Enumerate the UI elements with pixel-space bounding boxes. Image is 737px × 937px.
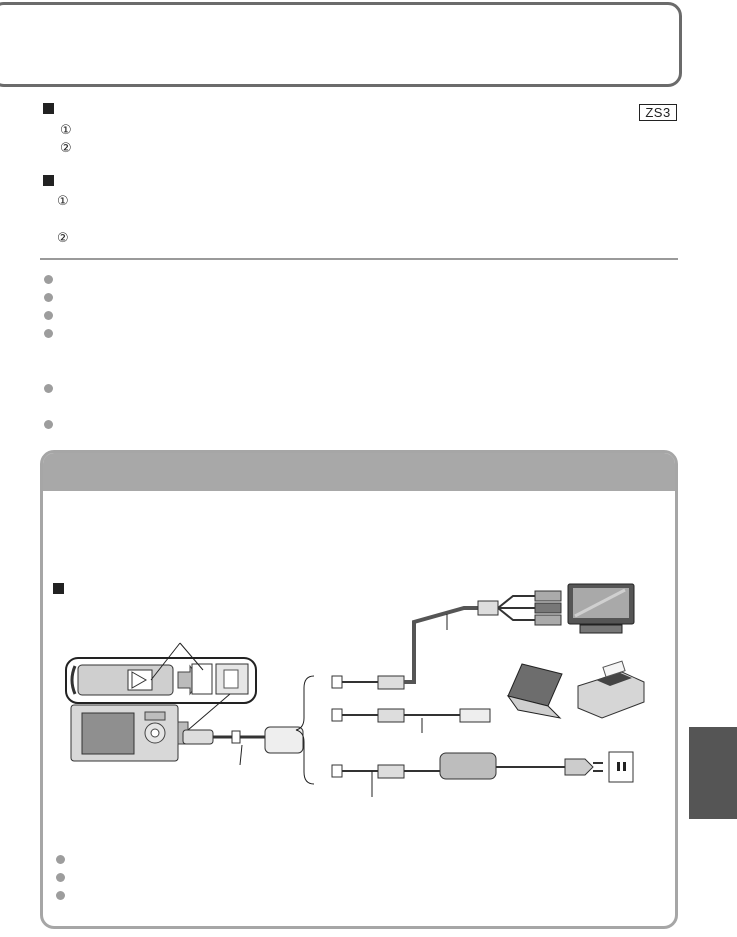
section-2-item-1-marker: ①: [57, 194, 69, 209]
usb-cable-illustration: [332, 709, 490, 733]
panel-note-bullet: [56, 855, 65, 864]
laptop-illustration: [508, 664, 562, 718]
printer-illustration: [578, 661, 644, 718]
television-illustration: [568, 584, 634, 633]
section-1-item-1-marker: ①: [60, 123, 72, 138]
section-1-item-2-marker: ②: [60, 141, 72, 156]
panel-note-bullet: [56, 891, 65, 900]
hdmi-connector-illustration: [66, 643, 256, 703]
ac-adaptor-illustration: [332, 753, 603, 797]
camera-illustration: [71, 694, 230, 761]
panel-note-bullet: [56, 873, 65, 882]
section-2-item-2-marker: ②: [57, 231, 69, 246]
chapter-side-tab: [689, 727, 737, 819]
model-badge: ZS3: [639, 104, 677, 121]
wall-outlet-illustration: [609, 752, 633, 782]
